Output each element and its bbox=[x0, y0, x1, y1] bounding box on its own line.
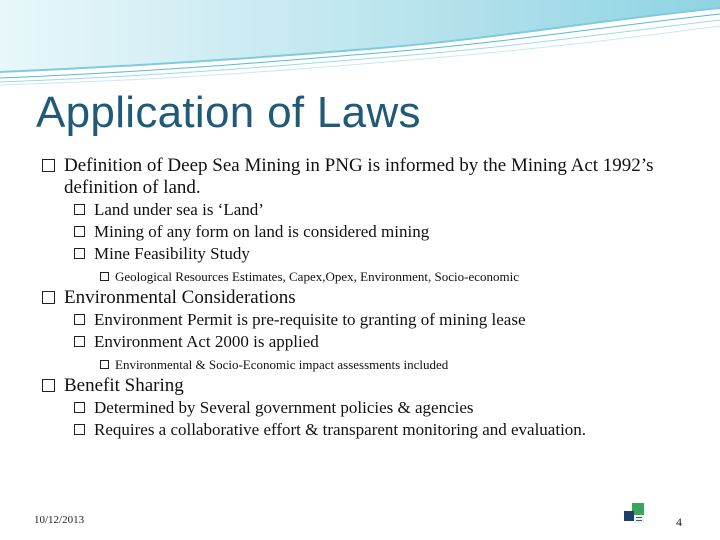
square-bullet-icon bbox=[100, 360, 109, 369]
bullet-text: Environment Act 2000 is applied bbox=[94, 332, 319, 351]
bullet-text: Environmental Considerations bbox=[64, 287, 296, 308]
bullet-text: Geological Resources Estimates, Capex,Opex, Environment, Socio-economic bbox=[115, 269, 519, 284]
header-wave-decoration bbox=[0, 0, 720, 95]
bullet-benefit-sharing bbox=[40, 375, 690, 397]
sub-bullet-mining bbox=[40, 221, 690, 243]
bullet-definition bbox=[40, 155, 690, 199]
bullet-text: Benefit Sharing bbox=[64, 375, 184, 396]
footer-date: 10/12/2013 bbox=[34, 514, 85, 526]
bullet-text: Determined by Several government policies & agencies bbox=[94, 398, 474, 417]
slide-body bbox=[40, 153, 690, 441]
square-bullet-icon bbox=[74, 314, 85, 325]
square-bullet-icon bbox=[74, 402, 85, 413]
page-number: 4 bbox=[676, 515, 682, 529]
bullet-text: Definition of Deep Sea Mining in PNG is informed by the Mining Act 1992’s definition of land. bbox=[64, 155, 654, 198]
bullet-text: Environmental & Socio-Economic impact assessments included bbox=[115, 357, 449, 372]
slide-title: Application of Laws bbox=[36, 88, 421, 137]
sub-bullet-feasibility bbox=[40, 243, 690, 265]
sub-bullet-permit bbox=[40, 309, 690, 331]
square-bullet-icon bbox=[74, 226, 85, 237]
bullet-text: Requires a collaborative effort & transparent monitoring and evaluation. bbox=[94, 420, 587, 439]
sub-bullet-env-act bbox=[40, 331, 690, 353]
bullet-text: Mining of any form on land is considered mining bbox=[94, 222, 430, 241]
sub-sub-bullet-geological bbox=[40, 268, 690, 285]
bullet-text: Land under sea is ‘Land’ bbox=[94, 200, 264, 219]
bullet-text: Mine Feasibility Study bbox=[94, 244, 250, 263]
sub-bullet-collaborative bbox=[40, 419, 690, 441]
bullet-text: Environment Permit is pre-requisite to granting of mining lease bbox=[94, 310, 526, 329]
square-bullet-icon bbox=[42, 159, 55, 172]
square-bullet-icon bbox=[42, 379, 55, 392]
square-bullet-icon bbox=[74, 336, 85, 347]
organization-logo-icon bbox=[622, 503, 646, 525]
sub-sub-bullet-assessments bbox=[40, 356, 690, 373]
square-bullet-icon bbox=[74, 424, 85, 435]
square-bullet-icon bbox=[74, 248, 85, 259]
sub-bullet-policies bbox=[40, 397, 690, 419]
square-bullet-icon bbox=[74, 204, 85, 215]
sub-bullet-land bbox=[40, 199, 690, 221]
square-bullet-icon bbox=[42, 291, 55, 304]
bullet-environmental bbox=[40, 287, 690, 309]
square-bullet-icon bbox=[100, 272, 109, 281]
